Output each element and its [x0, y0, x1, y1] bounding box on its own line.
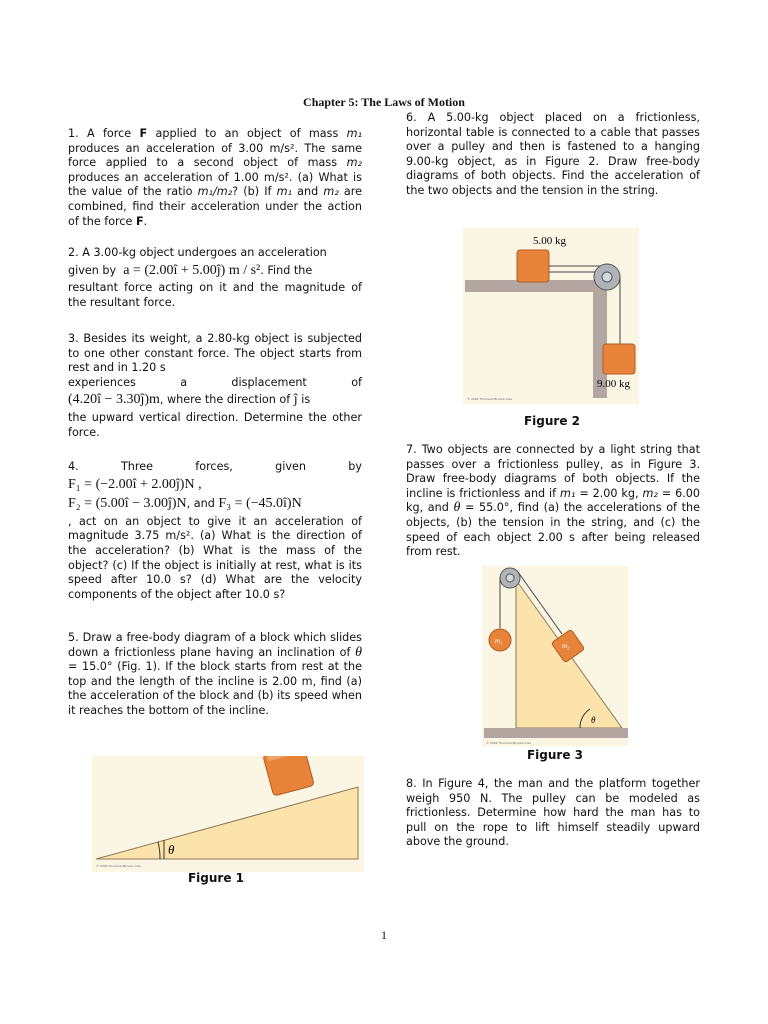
figure-3-caption: Figure 3: [526, 748, 584, 762]
mass-5kg-label: 5.00 kg: [533, 235, 566, 247]
figure-2-caption: Figure 2: [523, 414, 581, 428]
figure-2-pulley-table-diagram: [463, 228, 639, 404]
figure-1-copyright: © 2004 Thomson/Brooks Cole: [96, 864, 142, 868]
figure-2-copyright: © 2004 Thomson/Brooks Cole: [467, 397, 513, 401]
problem-1: 1. A force F applied to an object of mass m₁ produces an acceleration of 3.00 m/s². The same force applied to a second object of mass m₂ produces an acceleration of 1.00 m/s². (a) What is the value of the ratio m₁/m₂? (b) If m₁ and m₂ are combined, find their acceleration under the action of the force F.: [68, 127, 363, 228]
pulley-hub: [602, 272, 612, 282]
m1-label: m₁: [495, 637, 503, 645]
block-5kg: [517, 250, 549, 282]
problem-3: 3. Besides its weight, a 2.80-kg object is subjected to one other constant force. The object starts from rest and in 1.20 s experiences a displacement of (4.20î − 3.30ĵ)m, where the direction of ĵ is the upward vertical direction. Determine the other force.: [68, 332, 362, 439]
problem-7: 7. Two objects are connected by a light string that passes over a frictionless pulley, as in Figure 3. Draw free-body diagrams of both objects. If the incline is frictionless and if m₁ = 2.00 kg, m₂ = 6.00 kg, and θ = 55.0°, find (a) the accelerations of the objects, (b) the tension in the string, and (c) the speed of each object 2.00 s after being released from rest.: [406, 443, 700, 559]
force-f2: F₂ = (5.00î − 3.00ĵ)N: [68, 496, 187, 512]
problem-8: 8. In Figure 4, the man and the platform together weigh 950 N. The pulley can be modeled as frictionless. Determine how hard the man has to pull on the rope to lift himself steadily upward above the ground.: [406, 777, 700, 849]
problem-6: 6. A 5.00-kg object placed on a frictionless, horizontal table is connected to a cable that passes over a pulley and then is fastened to a hanging 9.00-kg object, as in Figure 2. Draw free-body diagrams of both objects. Find the acceleration of the two objects and the tension in the string.: [406, 111, 700, 197]
force-f1: F₁ = (−2.00î + 2.00ĵ)N ,: [68, 476, 202, 492]
ground-surface: [484, 728, 628, 738]
theta-label: θ: [168, 842, 175, 857]
page-number: 1: [381, 928, 387, 942]
problem-4: 4. Three forces, given by F₁ = (−2.00î + 2.00ĵ)N , F₂ = (5.00î − 3.00ĵ)N, and F₃ = (−45.0î)N , act on an object to give it an acceleration of magnitude 3.75 m/s². (a) What is the direction of the acceleration? (b) What is the mass of the object? (c) If the object is initially at rest, what is its speed after 10.0 s? (d) What are the velocity components of the object after 10.0 s?: [68, 460, 362, 601]
problem-5: 5. Draw a free-body diagram of a block which slides down a frictionless plane having an inclination of θ = 15.0° (Fig. 1). If the block starts from rest at the top and the length of the incline is 2.00 m, find (a) the acceleration of the block and (b) its speed when it reaches the bottom of the incline.: [68, 631, 362, 717]
chapter-title: Chapter 5: The Laws of Motion: [303, 95, 465, 109]
displacement-equation: (4.20î − 3.30ĵ)m: [68, 392, 160, 408]
block-9kg: [603, 344, 635, 374]
mass-9kg-label: 9.00 kg: [597, 378, 630, 390]
m2-label: m₂: [562, 642, 570, 650]
theta-label: θ: [591, 715, 596, 725]
force-f3: F₃ = (−45.0î)N: [218, 496, 302, 512]
pulley-hub: [506, 574, 514, 582]
acceleration-equation: a = (2.00î + 5.00ĵ) m / s²: [123, 262, 261, 278]
figure-3-copyright: © 2004 Thomson/Brooks Cole: [486, 741, 532, 745]
figure-3-incline-pulley-diagram: [482, 566, 628, 746]
problem-2: 2. A 3.00-kg object undergoes an acceleration given by a = (2.00î + 5.00ĵ) m / s². Find the resultant force acting on it and the magnitude of the resultant force.: [68, 246, 362, 309]
figure-1-incline-diagram: [92, 756, 364, 872]
figure-1-caption: Figure 1: [187, 871, 245, 885]
